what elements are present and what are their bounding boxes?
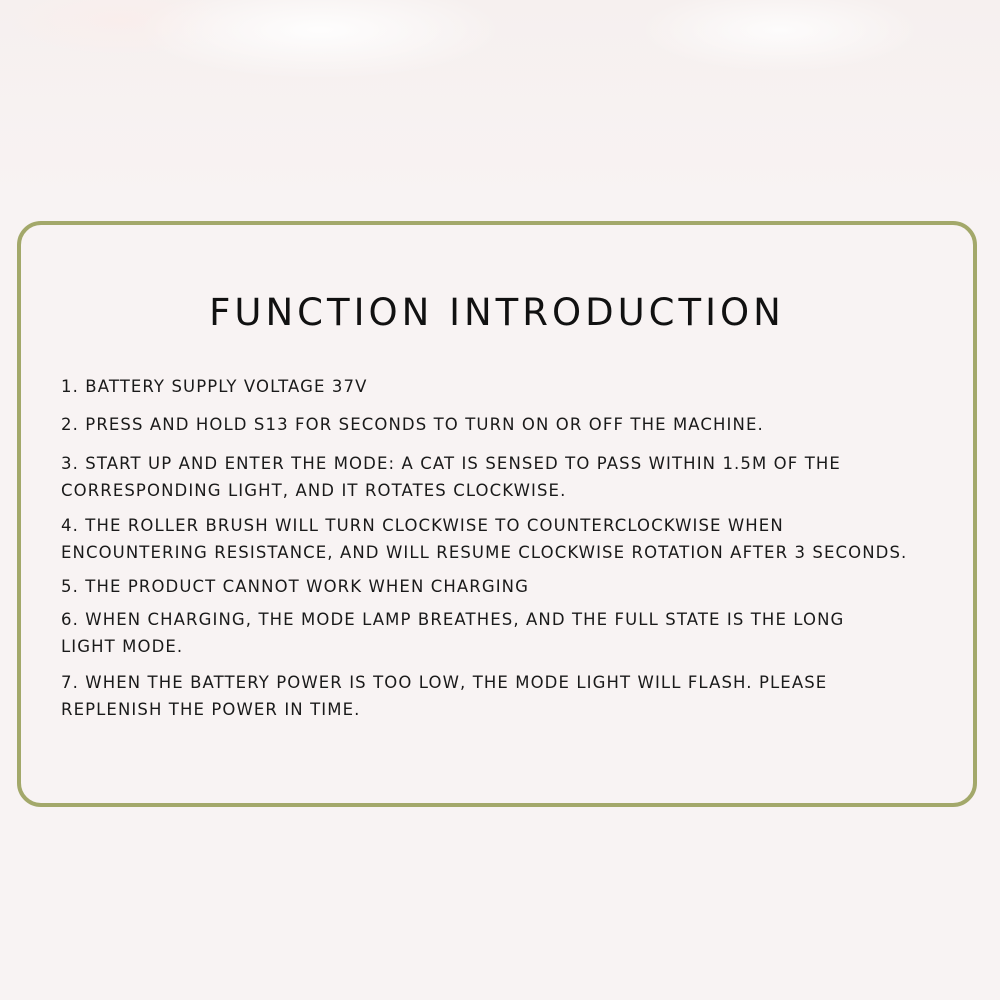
list-item-line: 5. THE PRODUCT CANNOT WORK WHEN CHARGING (61, 577, 530, 596)
list-item (61, 411, 971, 438)
list-item-line: 3. START UP AND ENTER THE MODE: A CAT IS SENSED TO PASS WITHIN 1.5M OF THE (61, 454, 841, 473)
background-photo-strip (0, 0, 1000, 200)
list-item (61, 373, 971, 400)
list-item-line: ENCOUNTERING RESISTANCE, AND WILL RESUME CLOCKWISE ROTATION AFTER 3 SECONDS. (61, 543, 908, 562)
list-item-line: 7. WHEN THE BATTERY POWER IS TOO LOW, THE MODE LIGHT WILL FLASH. PLEASE (61, 673, 828, 692)
list-item (61, 512, 971, 566)
list-item (61, 573, 971, 600)
list-item-line: 6. WHEN CHARGING, THE MODE LAMP BREATHES, AND THE FULL STATE IS THE LONG (61, 610, 845, 629)
list-item-line: 4. THE ROLLER BRUSH WILL TURN CLOCKWISE TO COUNTERCLOCKWISE WHEN (61, 516, 784, 535)
list-item (61, 669, 971, 723)
page-title: FUNCTION INTRODUCTION (209, 291, 785, 334)
list-item (61, 606, 971, 660)
list-item-line: REPLENISH THE POWER IN TIME. (61, 700, 361, 719)
function-introduction-card (17, 221, 977, 807)
list-item-line: 2. PRESS AND HOLD S13 FOR SECONDS TO TURN ON OR OFF THE MACHINE. (61, 415, 764, 434)
list-item-line: LIGHT MODE. (61, 637, 184, 656)
list-item-line: 1. BATTERY SUPPLY VOLTAGE 37V (61, 377, 368, 396)
list-item-line: CORRESPONDING LIGHT, AND IT ROTATES CLOCKWISE. (61, 481, 567, 500)
list-item (61, 450, 971, 504)
